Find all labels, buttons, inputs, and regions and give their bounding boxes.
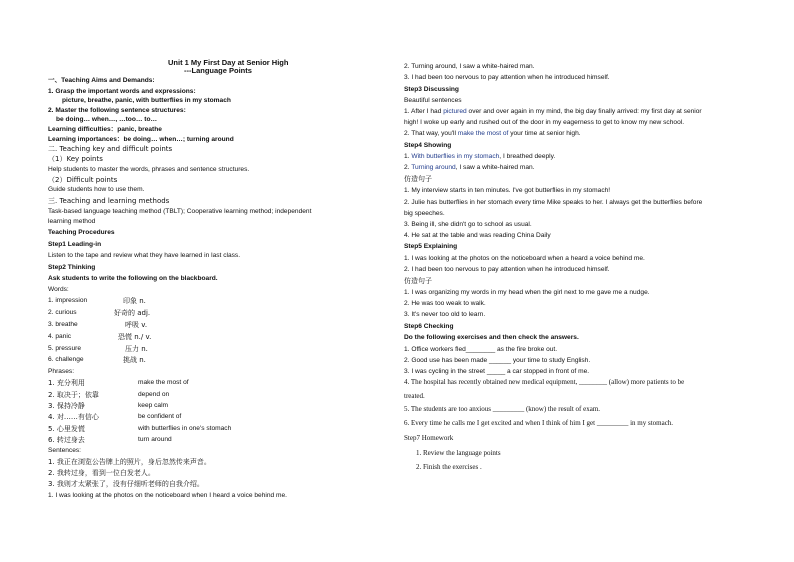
exercise-item: 3. I was cycling in the street _____ a car stopped in front of me. xyxy=(404,368,590,375)
doc-subtitle: ---Language Points xyxy=(184,66,252,75)
step6-text: Do the following exercises and then check the answers. xyxy=(404,334,579,341)
showing-sentence-2: 2. Turning around, I saw a white-haired man. xyxy=(404,164,535,171)
doc-title: Unit 1 My First Day at Senior High xyxy=(168,58,289,67)
section-heading: 二. Teaching key and difficult points xyxy=(48,145,173,153)
word-cn: 恐慌 n./ v. xyxy=(118,333,152,341)
sentences-label: Sentences: xyxy=(48,447,81,454)
step3-heading: Step3 Discussing xyxy=(404,86,459,93)
word-cn: 印象 n. xyxy=(123,297,146,305)
word-en: 2. curious xyxy=(48,309,77,316)
sentence-cn: 3. 我则才太紧张了，没有仔细听老师的自我介绍。 xyxy=(48,480,204,488)
step5-heading: Step5 Explaining xyxy=(404,243,458,250)
phrase-en: turn around xyxy=(138,436,172,443)
imitate-sentence: 4. He sat at the table and was reading China Daily xyxy=(404,232,551,239)
step1-heading: Step1 Leading-in xyxy=(48,241,102,248)
procedures-heading: Teaching Procedures xyxy=(48,229,115,236)
sub-heading: 2. Master the following sentence structures: xyxy=(48,107,186,114)
beautiful-sentence-2: 2. That way, you'll make the most of your time at senior high. xyxy=(404,130,581,137)
word-en: 6. challenge xyxy=(48,356,84,363)
word-cn: 好奇的 adj. xyxy=(114,309,151,317)
exercise-item: 2. Good use has been made ______ your time to study English. xyxy=(404,357,591,364)
sentence-en: 1. I was looking at the photos on the noticeboard when I heard a voice behind me. xyxy=(48,492,287,499)
imitate-label: 仿造句子 xyxy=(404,277,432,285)
section-heading: 一、Teaching Aims and Demands: xyxy=(48,77,155,84)
showing-sentence-1: 1. With butterflies in my stomach, I breathed deeply. xyxy=(404,153,556,160)
phrase-cn: 4. 对……有信心 xyxy=(48,413,99,421)
imitate-label: 仿造句子 xyxy=(404,175,432,183)
example-sentence: 2. Turning around, I saw a white-haired man. xyxy=(404,63,535,70)
phrase-cn: 2. 取决于；依靠 xyxy=(48,391,99,399)
words-label: Words: xyxy=(48,286,69,293)
word-cn: 压力 n. xyxy=(125,345,148,353)
difficult-points-heading: （2）Difficult points xyxy=(48,176,118,184)
beautiful-sentence-1: 1. After I had pictured over and over again in my mind, the big day finally arrived: my first day at senior xyxy=(404,108,702,115)
imitate-sentence: 3. Being ill, she didn't go to school as usual. xyxy=(404,221,532,228)
phrase-cn: 1. 充分利用 xyxy=(48,379,85,387)
homework-item: 2. Finish the exercises . xyxy=(416,463,482,471)
phrase-en: keep calm xyxy=(138,402,169,409)
phrase-en: be confident of xyxy=(138,413,182,420)
exercise-item: 1. Office workers fled________ as the fire broke out. xyxy=(404,346,558,353)
learning-difficulties: Learning difficulties：panic, breathe xyxy=(48,126,162,133)
sentence-structures: be doing… when…, …too… to… xyxy=(56,116,158,123)
imitate-sentence: 2. Julie has butterflies in her stomach every time Mike speaks to her. I always get the butterflies before xyxy=(404,199,703,206)
key-words: picture, breathe, panic, with butterflies in my stomach xyxy=(62,97,231,104)
explain-sentence: 1. I was looking at the photos on the noticeboard when a heard a voice behind me. xyxy=(404,255,645,262)
phrase-cn: 3. 保持冷静 xyxy=(48,402,85,410)
exercise-item: 4. The hospital has recently obtained new medical equipment, ________ (allow) more patients to be xyxy=(404,378,685,386)
step1-text: Listen to the tape and review what they have learned in last class. xyxy=(48,252,241,259)
sentence-cn: 2. 我转过身，看到一位白发老人。 xyxy=(48,469,155,477)
phrases-label: Phrases: xyxy=(48,368,75,375)
sub-heading: 1. Grasp the important words and expressions: xyxy=(48,88,196,95)
step2-text: Ask students to write the following on the blackboard. xyxy=(48,275,218,282)
word-cn: 呼吸 v. xyxy=(125,321,148,329)
sentence-cn: 1. 我正在浏览公告牌上的照片，身后忽然传来声音。 xyxy=(48,458,211,466)
explain-sentence: 2. I had been too nervous to pay attention when he introduced himself. xyxy=(404,266,610,273)
word-cn: 挑战 n. xyxy=(123,356,146,364)
word-en: 5. pressure xyxy=(48,345,81,352)
section-heading: 三. Teaching and learning methods xyxy=(48,197,170,205)
beautiful-sentences-label: Beautiful sentences xyxy=(404,97,462,104)
learning-importances: Learning importances：be doing… when…; turning around xyxy=(48,136,234,143)
methods-text: Task-based language teaching method (TBLT); Cooperative learning method; independent xyxy=(48,208,312,215)
imitate-sentence-cont: big speeches. xyxy=(404,210,445,217)
word-en: 4. panic xyxy=(48,333,72,340)
word-en: 3. breathe xyxy=(48,321,78,328)
phrase-en: depend on xyxy=(138,391,170,398)
step6-heading: Step6 Checking xyxy=(404,323,454,330)
phrase-cn: 6. 转过身去 xyxy=(48,436,85,444)
exercise-item-cont: treated. xyxy=(404,392,425,400)
exercise-item: 6. Every time he calls me I get excited and when I think of him I get _________ in my stomach. xyxy=(404,419,674,427)
step4-heading: Step4 Showing xyxy=(404,142,452,149)
example-sentence: 3. I had been too nervous to pay attention when he introduced himself. xyxy=(404,74,610,81)
homework-item: 1. Review the language points xyxy=(416,449,501,457)
exercise-item: 5. The students are too anxious _________ (know) the result of exam. xyxy=(404,405,601,413)
imitate-sentence: 2. He was too weak to walk. xyxy=(404,300,486,307)
step2-heading: Step2 Thinking xyxy=(48,264,96,271)
difficult-points-text: Guide students how to use them. xyxy=(48,186,145,193)
beautiful-sentence-1-cont: high! I woke up early and rushed out of the door in my eagerness to get to know my new school. xyxy=(404,119,685,126)
methods-text-cont: learning method xyxy=(48,218,96,225)
word-en: 1. impression xyxy=(48,297,88,304)
imitate-sentence: 1. I was organizing my words in my head when the girl next to me gave me a nudge. xyxy=(404,289,650,296)
key-points-text: Help students to master the words, phrases and sentence structures. xyxy=(48,166,250,173)
phrase-en: make the most of xyxy=(138,379,189,386)
key-points-heading: （1）Key points xyxy=(48,155,103,163)
step7-heading: Step7 Homework xyxy=(404,434,454,442)
phrase-cn: 5. 心里发慌 xyxy=(48,425,85,433)
imitate-sentence: 1. My interview starts in ten minutes. I've got butterflies in my stomach! xyxy=(404,187,611,194)
phrase-en: with butterflies in one's stomach xyxy=(138,425,232,432)
imitate-sentence: 3. It's never too old to learn. xyxy=(404,311,486,318)
